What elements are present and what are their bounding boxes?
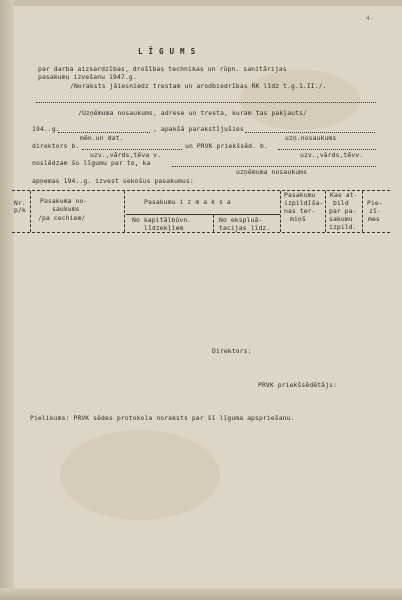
paper-edge-bottom <box>0 588 402 600</box>
director-fill-line <box>82 149 182 150</box>
header-deadline-4: miņš <box>290 215 306 223</box>
month-day-caption: mēn.un dat. <box>80 134 124 142</box>
concluded-fill-line <box>172 166 376 167</box>
header-deadline-1: Pasakumu <box>284 191 316 199</box>
on-behalf-text: , apakšā parakstījušies <box>153 125 244 133</box>
header-responsible-4: sakumu <box>329 215 353 223</box>
header-name-3: /pa cechiem/ <box>38 214 86 222</box>
paper-stain <box>60 430 220 520</box>
header-name-2: saukums <box>52 205 80 213</box>
appendix-note: Pielikums: PRVK sēdes protokola noraksts par šī līguma apspriešanu. <box>30 414 295 422</box>
enterprise-name-caption-2: uzņēmuma nosaukums <box>236 168 308 176</box>
prvk-chair-fill-line <box>278 149 376 150</box>
document-title: LĪGUMS <box>138 47 202 56</box>
date-prefix: 194..g. <box>32 125 60 133</box>
date-fill-line <box>58 132 150 133</box>
header-notes-1: Pie- <box>367 199 383 207</box>
intro-line-3: /Noraksts jāiesniedz trestam un arodbiedrības RK līdz t.g.1.II./. <box>70 82 327 90</box>
column-divider <box>362 191 363 232</box>
prvk-signature-label: PRVK priekšsēdētājs: <box>258 381 337 389</box>
header-responsible-3: par pa- <box>329 207 357 215</box>
header-no: Nr. p/k <box>14 199 26 214</box>
cost-subheader-rule <box>126 214 280 215</box>
director-signature-label: Direktors: <box>212 347 252 355</box>
paper-stain <box>240 70 360 130</box>
column-divider <box>280 191 281 232</box>
enterprise-name-caption: uzņ.nosaukums <box>285 134 337 142</box>
paper-edge-top <box>0 0 402 6</box>
header-deadline-2: izpildīša- <box>284 199 324 207</box>
table-bottom-rule <box>12 232 390 233</box>
undertakes-text: apņemas 194..g. izvest sekošus pasakumus: <box>32 177 194 185</box>
header-responsible-5: izpild. <box>329 223 357 231</box>
header-cost-accounts-2: tacijas līdz. <box>219 224 271 232</box>
header-responsible-1: Kas at- <box>330 191 358 199</box>
column-divider <box>213 215 214 232</box>
column-divider <box>325 191 326 232</box>
column-divider <box>30 191 31 232</box>
header-cost-accounts-1: No ekspluā- <box>219 216 263 224</box>
header-notes-3: mes <box>368 215 380 223</box>
header-notes-2: zī- <box>369 207 381 215</box>
header-cost-capital-2: līdzekļiem <box>144 224 184 232</box>
page-number: 4- <box>366 15 374 22</box>
header-cost-capital-1: No kapitālbūvn. <box>132 216 192 224</box>
paper-edge-left <box>0 0 14 600</box>
intro-line-2: pasakumu izvešanu 1947.g. <box>38 73 137 81</box>
header-deadline-3: nas ter- <box>284 207 316 215</box>
director-prefix: direktors b. <box>32 142 80 150</box>
header-cost-title: Pasakumu i z m a k s a <box>144 198 231 206</box>
name-caption-1: uzv.,vārds,tēva v. <box>90 151 162 159</box>
enterprise-fill-line <box>36 102 376 103</box>
enterprise-caption: /Uzņēmuma nosaukums, adrese un tresta, kuram tas pakļauts/ <box>78 109 307 117</box>
header-name-1: Pasakuma no- <box>40 197 88 205</box>
signatories-fill-line <box>245 132 375 133</box>
column-divider <box>124 191 125 232</box>
prvk-chair-text: un PRVK priekšsēd. b. <box>185 142 268 150</box>
concluded-text: noslēdzam šo līgumu par to, ka <box>32 159 151 167</box>
header-responsible-2: bild <box>333 199 349 207</box>
intro-line-1: par darba aizsardzības, drošības technikas un rūpn. sanitārijas <box>38 65 287 73</box>
name-caption-2: uzv.,vārds,tēvv. <box>300 151 364 159</box>
